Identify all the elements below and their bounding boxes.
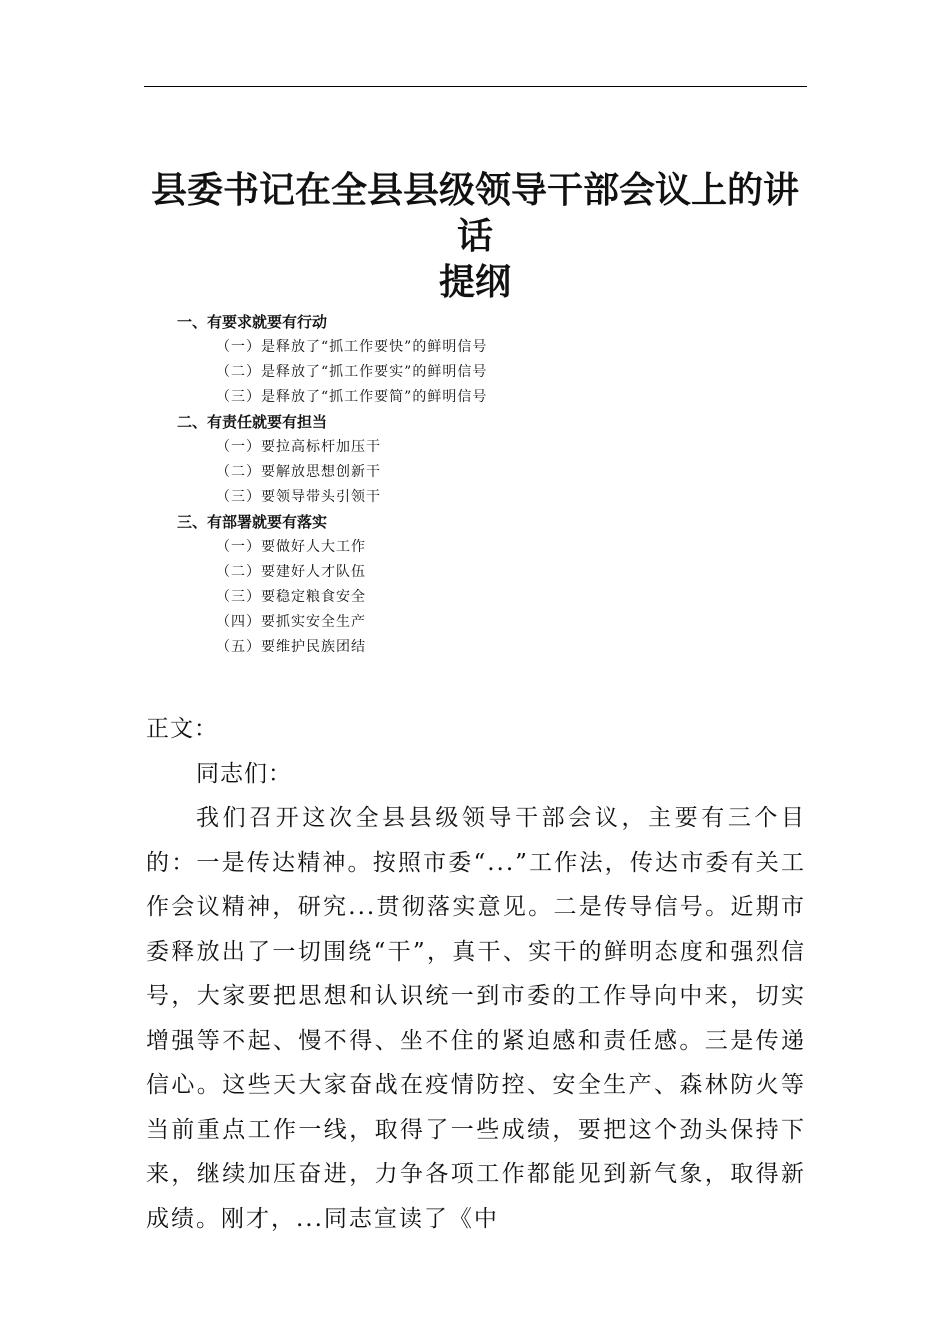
outline-item: （三）要领导带头引领干 bbox=[216, 489, 381, 505]
greeting: 同志们： bbox=[196, 760, 292, 787]
body-text bbox=[146, 707, 806, 1241]
outline-section-heading: 二、有责任就要有担当 bbox=[177, 413, 328, 431]
outline-item: （二）是释放了“抓工作要实”的鲜明信号 bbox=[216, 364, 488, 380]
outline-item: （五）要维护民族团结 bbox=[216, 639, 366, 655]
outline-item: （三）要稳定粮食安全 bbox=[216, 589, 366, 605]
outline-item: （一）是释放了“抓工作要快”的鲜明信号 bbox=[216, 339, 488, 355]
body-paragraph: 我们召开这次全县县级领导干部会议，主要有三个目的：一是传达精神。按照市委“...”工作法，传达市委有关工作会议精神，研究...贯彻落实意见。二是传导信号。近期市委释放出了一切围绕“干”，真干、实干的鲜明态度和强烈信号，大家要把思想和认识统一到市委的工作导向中来，切实增强等不起、慢不得、坐不住的紧迫感和责任感。三是传递信心。这些天大家奋战在疫情防控、安全生产、森林防火等当前重点工作一线，取得了一些成绩，要把这个劲头保持下来，继续加压奋进，力争各项工作都能见到新气象，取得新成绩。刚才，...同志宣读了《中 bbox=[146, 805, 806, 1232]
document-title bbox=[150, 168, 800, 306]
outline-item: （三）是释放了“抓工作要简”的鲜明信号 bbox=[216, 389, 488, 405]
title-line-2: 话 bbox=[456, 216, 493, 257]
outline-item: （四）要抓实安全生产 bbox=[216, 614, 366, 630]
body-label: 正文： bbox=[146, 716, 218, 742]
outline-item: （二）要解放思想创新干 bbox=[216, 464, 381, 480]
outline bbox=[144, 310, 804, 660]
outline-item: （二）要建好人才队伍 bbox=[216, 564, 366, 580]
outline-section-heading: 一、有要求就要有行动 bbox=[177, 313, 328, 331]
header-rule bbox=[144, 86, 807, 87]
outline-section-heading: 三、有部署就要有落实 bbox=[177, 513, 328, 531]
outline-item: （一）要拉高标杆加压干 bbox=[216, 439, 381, 455]
title-line-3: 提纲 bbox=[438, 262, 511, 303]
outline-item: （一）要做好人大工作 bbox=[216, 539, 366, 555]
title-line-1: 县委书记在全县县级领导干部会议上的讲 bbox=[150, 170, 799, 211]
